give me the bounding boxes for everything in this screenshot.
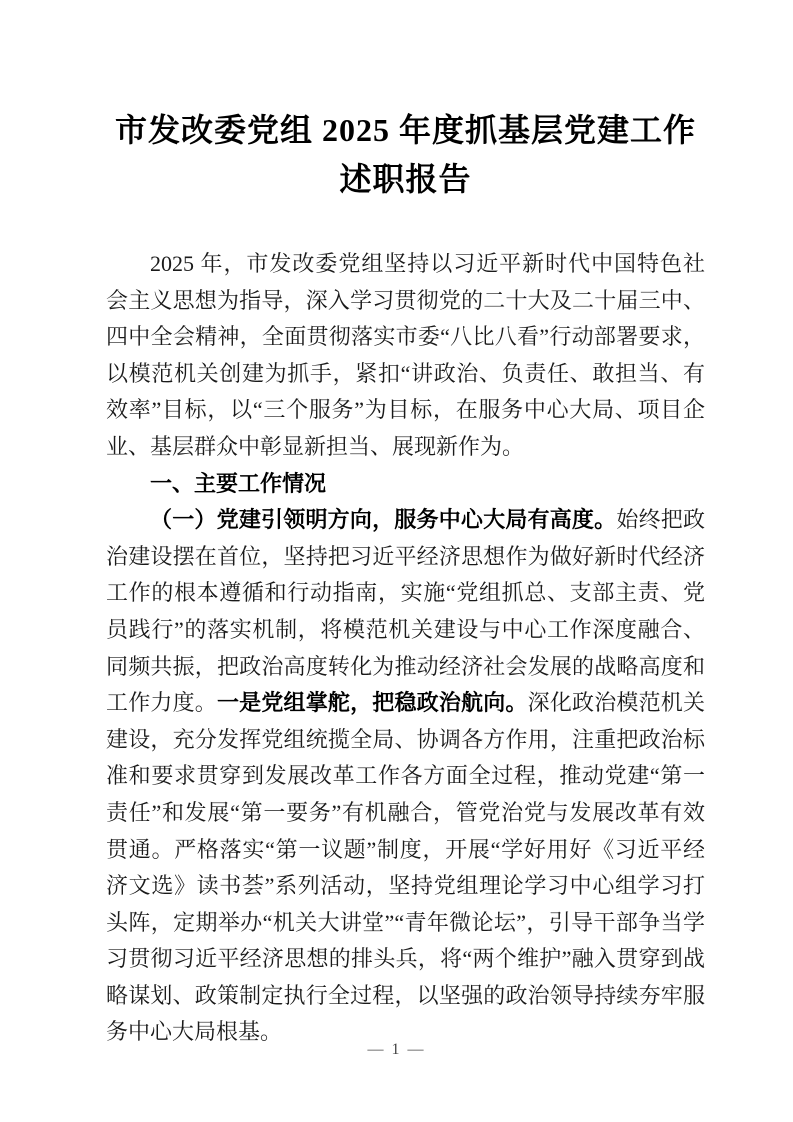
section-heading <box>106 466 705 503</box>
body-paragraph <box>106 502 705 1051</box>
body-paragraph <box>106 246 705 466</box>
text-segment: 一、主要工作情况 <box>150 470 327 496</box>
text-segment: 深化政治模范机关建设，充分发挥党组统揽全局、协调各方作用，注重把政治标准和要求贯穿到发展改革工作各方面全过程，推动党建“第一责任”和发展“第一要务”有机融合，管党治党与发展改革有效贯通。严格落实“第一议题”制度，开展“学好用好《习近平经济文选》读书荟”系列活动，坚持党组理论学习中心组学习打头阵，定期举办“机关大讲堂”“青年微论坛”，引导干部争当学习贯彻习近平经济思想的排头兵，将“两个维护”融入贯穿到战略谋划、政策制定执行全过程，以坚强的政治领导持续夯牢服务中心大局根基。 <box>106 690 705 1045</box>
document-title <box>106 106 705 204</box>
text-segment: 2025 年，市发改委党组坚持以习近平新时代中国特色社会主义思想为指导，深入学习贯彻党的二十大及二十届三中、四中全会精神，全面贯彻落实市委“八比八看”行动部署要求，以模范机关创建为抓手，紧扣“讲政治、负责任、敢担当、有效率”目标，以“三个服务”为目标，在服务中心大局、项目企业、基层群众中彰显新担当、展现新作为。 <box>106 251 705 459</box>
document-body <box>106 246 705 1051</box>
text-segment: 一是党组掌舵，把稳政治航向。 <box>216 690 528 716</box>
text-segment: （一）党建引领明方向，服务中心大局有高度。 <box>150 507 617 533</box>
document-title-line-1: 市发改委党组 2025 年度抓基层党建工作 <box>114 112 696 148</box>
document-title-line-2: 述职报告 <box>339 161 472 197</box>
page-number: — 1 — <box>367 1041 426 1058</box>
text-segment: 始终把政治建设摆在首位，坚持把习近平经济思想作为做好新时代经济工作的根本遵循和行动指南，实施“党组抓总、支部主责、党员践行”的落实机制，将模范机关建设与中心工作深度融合、同频共振，把政治高度转化为推动经济社会发展的战略高度和工作力度。 <box>106 507 705 716</box>
